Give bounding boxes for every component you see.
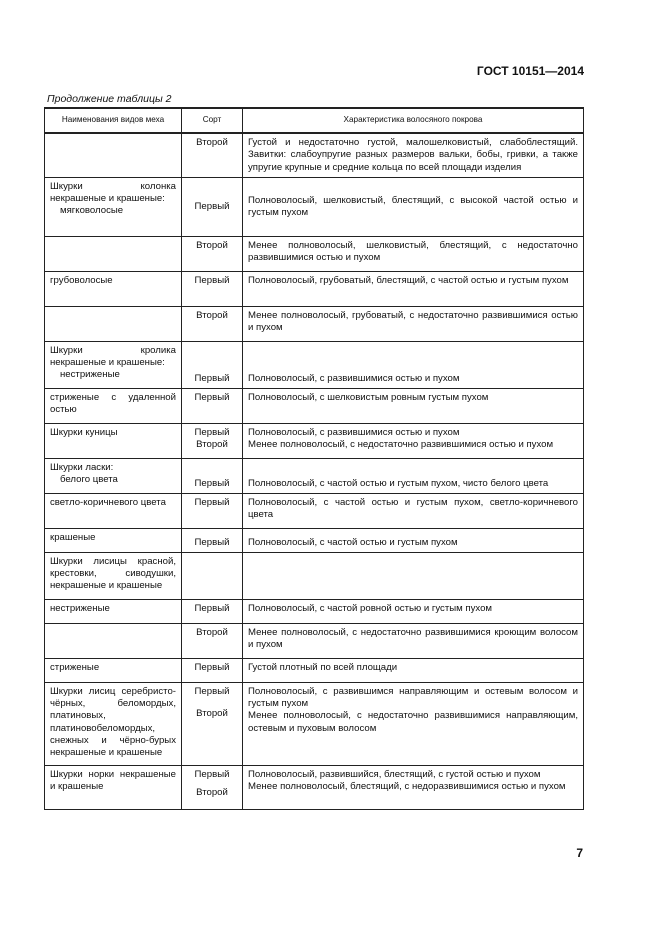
- name-cell: стриженые с удаленной остью: [45, 388, 182, 423]
- desc-cell: Полноволосый, с частой ровной остью и густым пухом: [243, 599, 584, 623]
- desc-cell: Менее полноволосый, грубоватый, с недостаточно развившимися остью и пухом: [243, 306, 584, 341]
- table-row: [45, 623, 584, 658]
- sort-value: Второй: [196, 708, 228, 720]
- name-cell: Шкурки норки некрашеные и крашеные: [45, 765, 182, 809]
- desc-cell: Полноволосый, грубоватый, блестящий, с частой остью и густым пухом: [243, 271, 584, 306]
- desc-cell: [243, 552, 584, 599]
- desc-cell: Полноволосый, с частой остью и густым пухом, чисто белого цвета: [243, 458, 584, 493]
- header-characteristic: Характеристика волосяного покрова: [243, 108, 584, 133]
- table-row: [45, 271, 584, 306]
- sort-cell: [182, 423, 243, 458]
- name-cell: [45, 458, 182, 493]
- table-row: [45, 658, 584, 682]
- desc-value: Полноволосый, развившийся, блестящий, с густой остью и пухом: [248, 768, 541, 780]
- page-number: 7: [576, 846, 583, 860]
- desc-value: Менее полноволосый, блестящий, с недоразвившимися остью и пухом: [248, 781, 566, 793]
- table-row: [45, 423, 584, 458]
- name-cell: нестриженые: [45, 599, 182, 623]
- table-caption: Продолжение таблицы 2: [47, 93, 172, 105]
- table-header-row: [45, 108, 584, 133]
- sort-cell: Первый: [182, 528, 243, 552]
- desc-cell: Полноволосый, шелковистый, блестящий, с высокой частой остью и густым пухом: [243, 177, 584, 236]
- name-cell: [45, 623, 182, 658]
- subgroup-name: белого цвета: [60, 474, 118, 486]
- group-name: Шкурки колонка некрашеные и крашеные:: [50, 180, 176, 205]
- sort-value: Второй: [196, 439, 228, 451]
- sort-cell: Первый: [182, 658, 243, 682]
- name-cell: Шкурки лисиц серебристо-чёрных, беломордых, платиновых, платиновобеломордых, снежных и чёрно-бурых некрашеные и крашеные: [45, 682, 182, 765]
- sort-value: Первый: [194, 768, 230, 780]
- sort-cell: Первый: [182, 388, 243, 423]
- sort-cell: [182, 552, 243, 599]
- group-name: Шкурки ласки:: [50, 461, 114, 473]
- desc-value: Полноволосый, с развившимся направляющим и остевым волосом и густым пухом: [248, 685, 578, 710]
- name-cell: грубоволосые: [45, 271, 182, 306]
- name-cell: [45, 306, 182, 341]
- table-row: [45, 765, 584, 809]
- subgroup-name: мягковолосые: [60, 205, 124, 217]
- sort-value: Первый: [194, 685, 230, 697]
- desc-cell: [243, 682, 584, 765]
- table-row: [45, 682, 584, 765]
- sort-cell: Первый: [182, 493, 243, 528]
- sort-cell: Первый: [182, 341, 243, 388]
- fur-characteristics-table: [44, 107, 584, 810]
- sort-cell: [182, 765, 243, 809]
- desc-cell: Полноволосый, с частой остью и густым пухом, светло-коричневого цвета: [243, 493, 584, 528]
- standard-number: ГОСТ 10151—2014: [476, 64, 584, 78]
- table-row: [45, 458, 584, 493]
- name-cell: Шкурки куницы: [45, 423, 182, 458]
- name-cell: [45, 133, 182, 177]
- desc-cell: Менее полноволосый, шелковистый, блестящий, с недостаточно развившимися остью и пухом: [243, 236, 584, 271]
- sort-cell: Второй: [182, 306, 243, 341]
- name-cell: [45, 236, 182, 271]
- header-fur-name: Наименования видов меха: [45, 108, 182, 133]
- header-sort: Сорт: [182, 108, 243, 133]
- table-row: [45, 306, 584, 341]
- desc-cell: Густой плотный по всей площади: [243, 658, 584, 682]
- sort-cell: Второй: [182, 133, 243, 177]
- group-name: Шкурки кролика некрашеные и крашеные:: [50, 344, 176, 369]
- sort-cell: Первый: [182, 271, 243, 306]
- sort-cell: [182, 682, 243, 765]
- desc-value: Полноволосый, с развившимися остью и пухом: [248, 426, 460, 438]
- name-cell: [45, 341, 182, 388]
- table-row: [45, 133, 584, 177]
- table-row: [45, 528, 584, 552]
- desc-value: Менее полноволосый, с недостаточно развившимися остью и пухом: [248, 439, 554, 451]
- table-row: [45, 599, 584, 623]
- sort-cell: Второй: [182, 236, 243, 271]
- desc-cell: [243, 423, 584, 458]
- name-cell: светло-коричневого цвета: [45, 493, 182, 528]
- sort-cell: Первый: [182, 177, 243, 236]
- subgroup-name: нестриженые: [60, 369, 120, 381]
- name-cell: Шкурки лисицы красной, крестовки, сиводушки, некрашеные и крашеные: [45, 552, 182, 599]
- table-row: [45, 341, 584, 388]
- desc-cell: Полноволосый, с частой остью и густым пухом: [243, 528, 584, 552]
- desc-cell: Полноволосый, с развившимися остью и пухом: [243, 341, 584, 388]
- table-row: [45, 493, 584, 528]
- name-cell: стриженые: [45, 658, 182, 682]
- name-cell: крашеные: [45, 528, 182, 552]
- table-row: [45, 388, 584, 423]
- desc-cell: [243, 765, 584, 809]
- desc-cell: Полноволосый, с шелковистым ровным густым пухом: [243, 388, 584, 423]
- desc-value: Менее полноволосый, с недостаточно развившимися направляющим, остевым и пуховым волосом: [248, 710, 578, 734]
- table-row: [45, 177, 584, 236]
- sort-cell: Первый: [182, 599, 243, 623]
- desc-cell: Менее полноволосый, с недостаточно развившимися кроющим волосом и пухом: [243, 623, 584, 658]
- table-row: [45, 552, 584, 599]
- sort-cell: Первый: [182, 458, 243, 493]
- sort-cell: Второй: [182, 623, 243, 658]
- desc-cell: Густой и недостаточно густой, малошелковистый, слабоблестящий. Завитки: слабоупругие разных размеров вальки, бобы, гривки, а также упругие крупные и средние кольца по всей площади изделия: [243, 133, 584, 177]
- sort-value: Первый: [194, 426, 230, 438]
- table-row: [45, 236, 584, 271]
- name-cell: [45, 177, 182, 236]
- sort-value: Второй: [196, 787, 228, 799]
